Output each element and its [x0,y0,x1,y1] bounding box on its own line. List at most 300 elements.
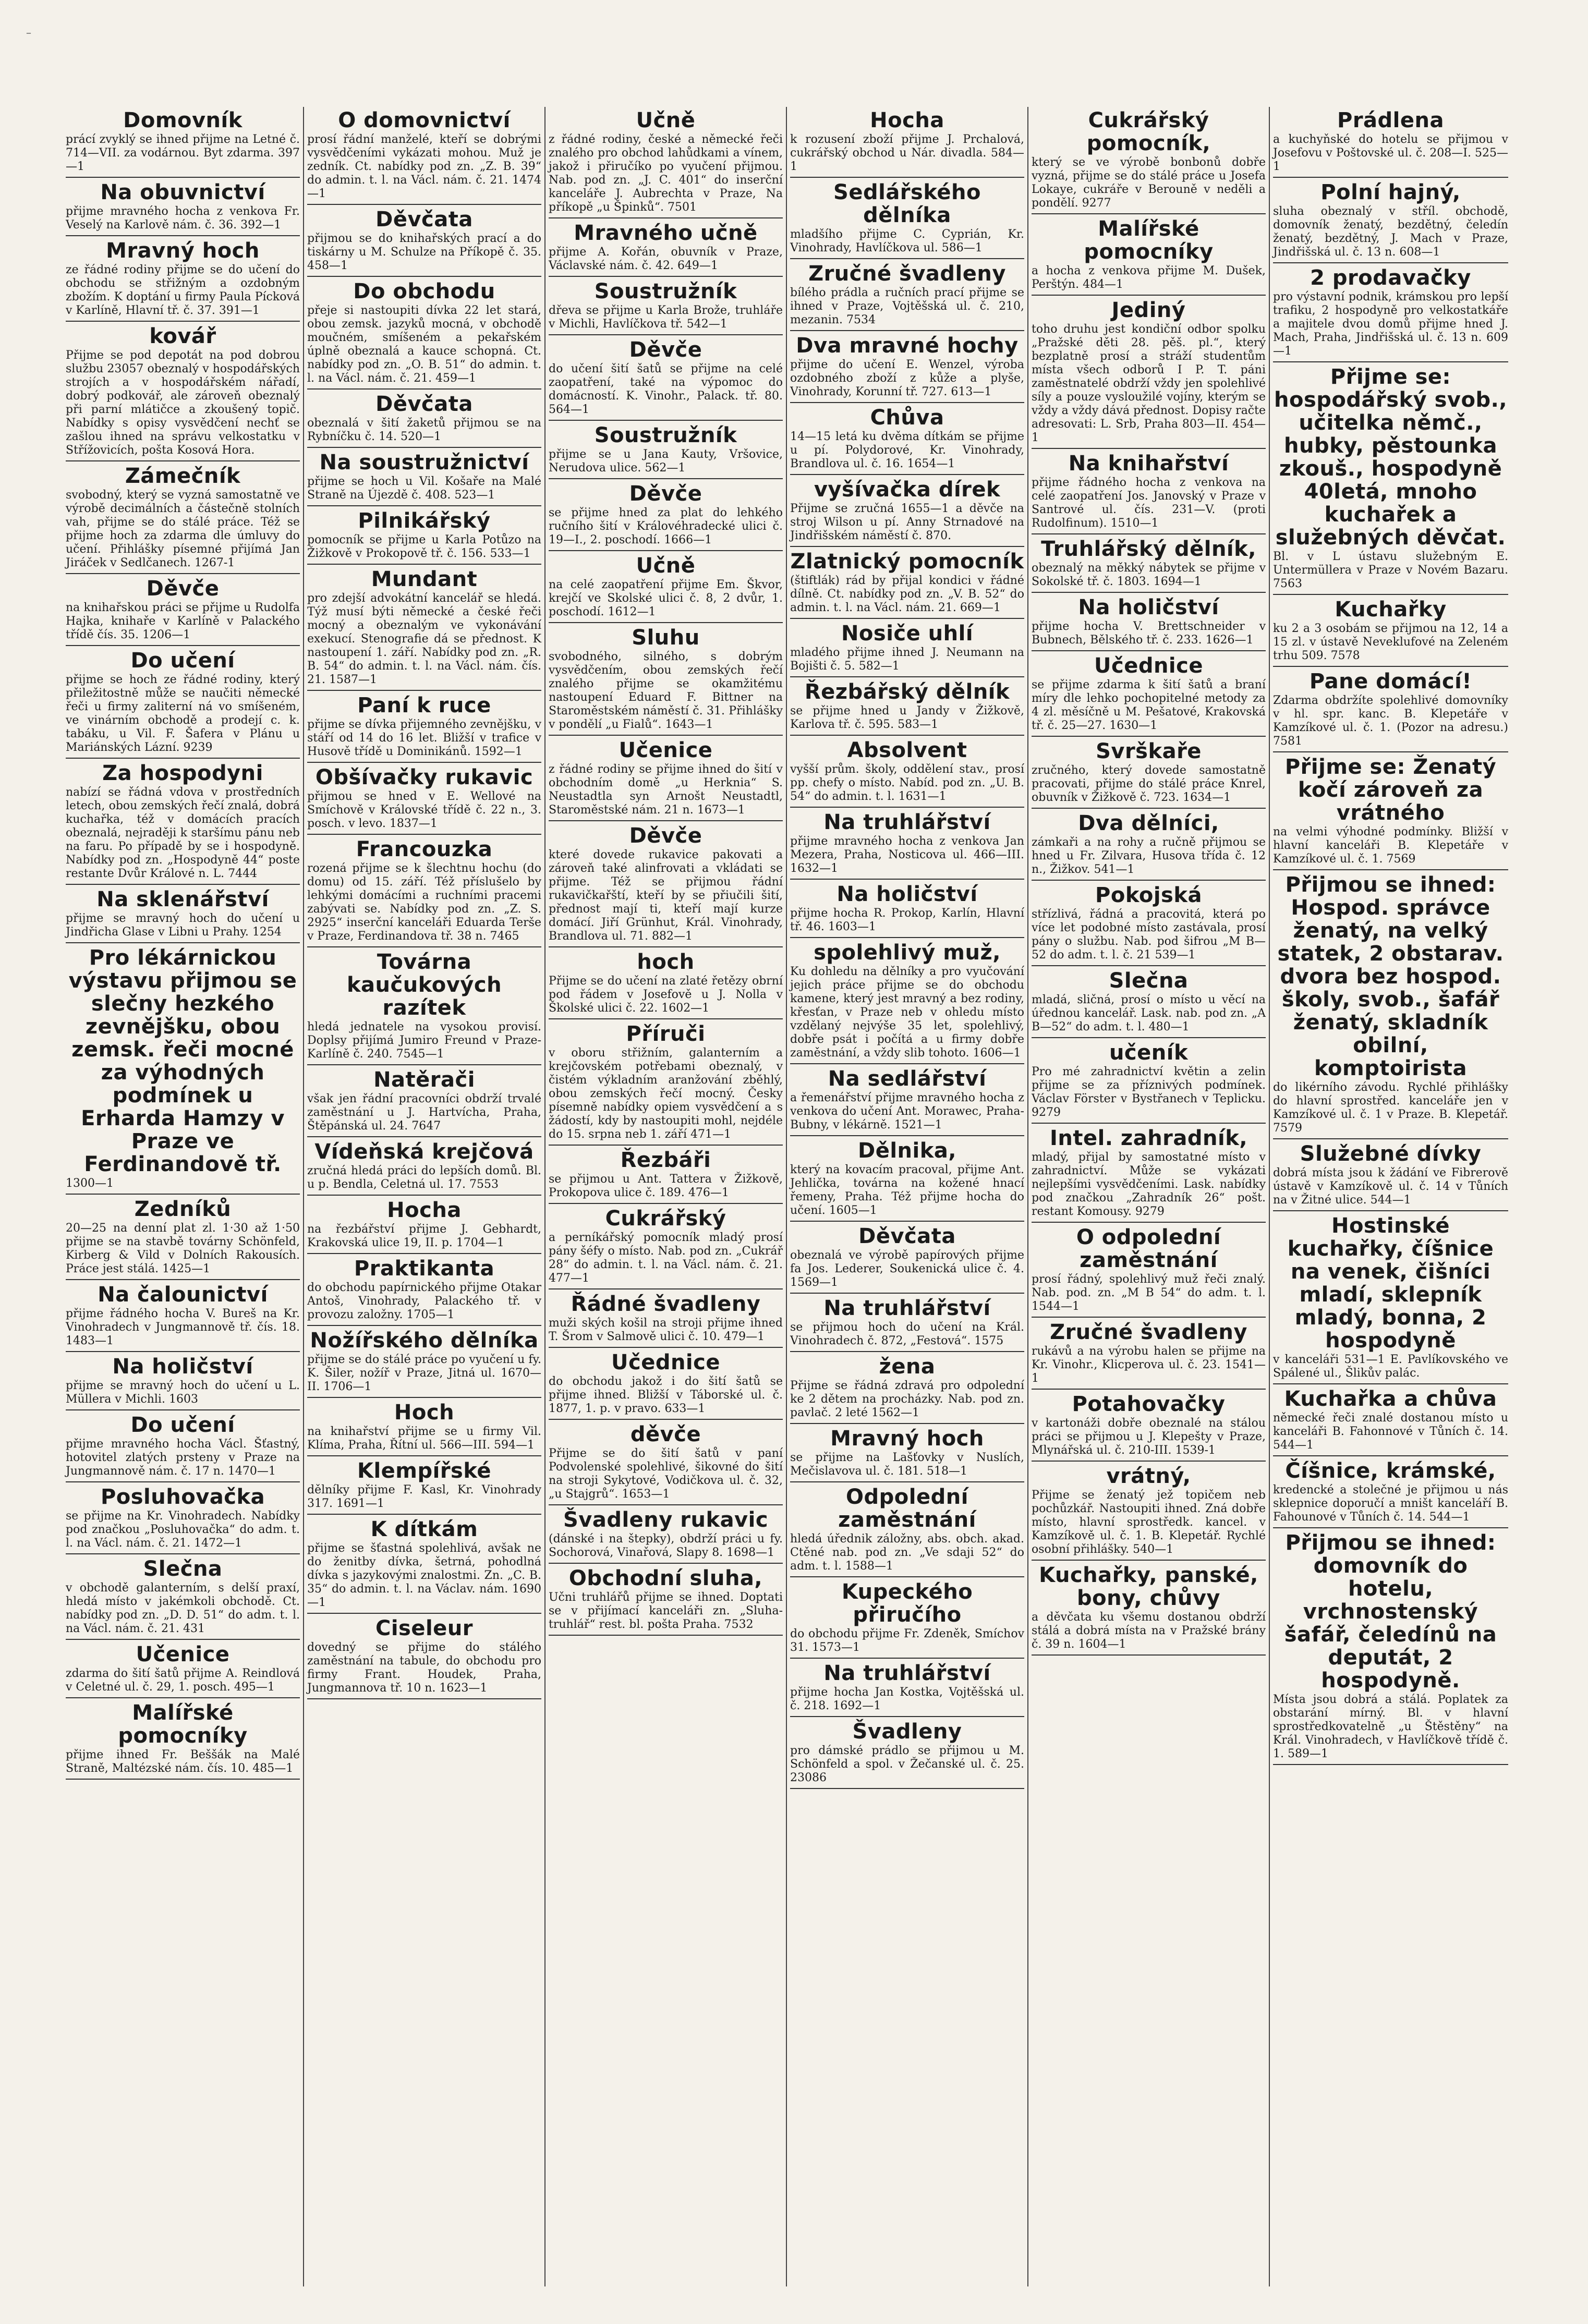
ad-divider [790,1351,1024,1352]
classified-ad [549,424,783,479]
ad-heading: O domovnictví [338,108,511,132]
ad-heading: Učně [636,554,696,578]
classified-ad [549,1293,783,1348]
classified-ad [1032,1465,1266,1561]
ad-body: přijme se hoch u Vil. Košaře na Malé Straně na Újezdě č. 408. 523—1 [307,475,541,502]
ad-body: přijme řádného hocha V. Bureš na Kr. Vinohradech v Jungmannově tř. čís. 18. 1483—1 [66,1307,300,1347]
ad-divider [1032,1317,1266,1318]
ad-divider [307,1253,541,1254]
ad-body: a řemenářství přijme mravného hocha z venkova do učení Ant. Morawec, Praha-Bubny, v lékárně. 1521—1 [790,1091,1024,1131]
ad-body: Učni truhlářů přijme se ihned. Doptati se v přijímací kanceláři zn. „Sluha-truhlář“ rest. bl. pošta Praha. 7532 [549,1591,783,1631]
ad-body: se přijme hned u Jandy v Žižkově, Karlova tř. č. 595. 583—1 [790,704,1024,731]
ad-heading: Do obchodu [353,279,495,303]
classified-ad [549,280,783,335]
ad-divider [790,546,1024,547]
ad-body: hledá jednatele na vysokou provisí. Doplsy přijímá Jumiro Freund v Praze-Karlíně č. 240. 7545—1 [307,1020,541,1061]
ad-divider [790,330,1024,331]
ad-body: přijme mravného hocha z venkova Fr. Veselý na Karlově nám. č. 36. 392—1 [66,205,300,232]
classified-ad [790,941,1024,1064]
classified-ad [549,1207,783,1289]
ad-heading: Slečna [143,1557,223,1581]
ad-body: svobodného, silného, s dobrým vysvědčením, obou zemských řečí znalého přijme se okamžitému nastoupení Eduard F. Bittner na Staroměstském náměstí č. 31. Přihlášky v pondělí „u Fialů“. 1643—1 [549,650,783,731]
ad-heading: Švadleny [852,1720,962,1744]
ad-heading: Pilnikářský [358,509,491,533]
ad-divider [1273,177,1508,178]
ad-heading: Dělnika, [857,1139,957,1163]
classified-ad [1273,109,1508,178]
ad-divider [549,1419,783,1420]
classified-ad [549,554,783,623]
ad-divider [790,474,1024,475]
ad-divider [790,1063,1024,1064]
ad-body: Zdarma obdržíte spolehlivé domovníky v hl. spr. kanc. B. Klepetáře v Kamzíkové ul. č. 1. (Pozor na adresu.) 7581 [1273,694,1508,748]
ad-heading: Pane domácí! [1309,670,1472,693]
classified-ad [66,1198,300,1280]
classified-ad [549,1023,783,1146]
ad-body: do obchodu přijme Fr. Zdeněk, Smíchov 31. 1573—1 [790,1627,1024,1654]
ad-body: ze řádné rodiny přijme se do učení do obchodu se střižným a ozdobným zbožím. K doptání u firmy Paula Pícková v Karlíně, Hlavní tř. č. 37. 391—1 [66,263,300,317]
ad-body: Přijme se do šití šatů v paní Podvolenské spolehlivé, šikovné do šití na stroji Sykytové, Vodičkova ul. č. 32, „u Stajgrů“. 1653—1 [549,1447,783,1501]
ad-body: Pro mé zahradnictví květin a zelin přijme se za příznivých podmínek. Václav Förster v Bystřanech v Teplicku. 9279 [1032,1065,1266,1119]
ad-body: 20—25 na denní plat zl. 1·30 až 1·50 přijme se na stavbě továrny Schönfeld, Kirberg & Vild v Dolních Rakousích. Práce jest stálá. 1425—1 [66,1222,300,1275]
classified-ad [790,1427,1024,1482]
ad-divider [790,258,1024,259]
ad-body: v oboru střižním, galanterním a krejčovském potřebami obeznalý, v čistém výkladním aranžování zběhlý, obou zemských řečí mocný. Česky písemně nabídky opiem vysvědčení a s žádostí, kdy by nastoupiti mohl, nejdéle do 15. srpna neb 1. září 471—1 [549,1047,783,1141]
ad-divider [1032,736,1266,737]
ad-heading: O odpolední zaměstnání [1076,1225,1221,1272]
ad-divider [307,564,541,565]
classified-ad [790,109,1024,178]
ad-body: přijme A. Kořán, obuvník v Praze, Václavské nám. č. 42. 649—1 [549,246,783,272]
ad-body: přijme hocha V. Brettschneider v Bubnech, Bělského tř. č. 233. 1626—1 [1032,620,1266,647]
classified-ad [1032,538,1266,593]
classified-ad [307,109,541,205]
ad-divider [549,478,783,479]
ad-columns [63,107,1512,2286]
ad-heading: Řádné švadleny [571,1292,761,1316]
classified-ad [1032,217,1266,296]
ad-body: (dánské i na štepky), obdrží práci u fy. Sochorová, Vinařová, Slapy 8. 1698—1 [549,1532,783,1559]
ad-heading: Jediný [1111,298,1186,322]
classified-ad [790,1580,1024,1659]
classified-ad [790,1486,1024,1577]
ad-body: z řádné rodiny se přijme ihned do šití v obchodním domě „u Herknia“ S. Neustadtla syn Arnošt Neustadtl, Staroměstské nám. 21 n. 1673—1 [549,763,783,817]
ad-body: ku 2 a 3 osobám se přijmou na 12, 14 a 15 zl. v ústavě Neveklufové na Zeleném trhu 509. 7578 [1273,622,1508,662]
ad-heading: Řezbáři [620,1148,711,1172]
ad-heading: Přijme se: hospodářský svob., učitelka němč., hubky, pěstounka zkouš., hospodyně 40letá, mnoho kuchařek a služebných děvčat. [1274,365,1508,550]
ad-heading: Hoch [394,1401,455,1425]
ad-divider [549,1018,783,1019]
ad-body: Přijme se zručná 1655—1 a děvče na stroj Wilson u pí. Anny Strnadové na Jindřišském náměstí č. 870. [790,502,1024,542]
ad-heading: vyšívačka dírek [814,478,1001,502]
ad-divider [549,420,783,421]
ad-body: zručného, který dovede samostatně pracovati, přijme do stálé práce Knrel, obuvník v Žižkově č. 723. 1634—1 [1032,764,1266,804]
ad-divider [1032,1560,1266,1561]
classified-ad [1032,1127,1266,1223]
ad-body: 1300—1 [66,1177,114,1190]
ad-divider [549,217,783,218]
classified-ad [307,1068,541,1137]
ad-body: pro zdejší advokátní kancelář se hledá. Týž musí býti německé a české řeči mocný a obeznalým ve vykonávání exekucí. Stenografie dá se přednost. K nastoupení 1. září. Nabídky pod zn. „R. B. 54“ do admin. t. l. na Václ. nám. čís. 21. 1587—1 [307,592,541,686]
ad-heading: Děvčata [375,208,473,232]
classified-ad [790,1067,1024,1136]
ad-divider [307,1455,541,1456]
ad-divider [1032,533,1266,534]
ad-body: prosí řádný, spolehlivý muž řeči znalý. Nab. pod. zn. „M B 54“ do adm. t. l. 1544—1 [1032,1273,1266,1313]
ad-body: v obchodě galanterním, s delší praxí, hledá místo v jakémkoli obchodě. Ct. nabídky pod zn. „D. D. 51“ do adm. t. l. na Václ. nám. č. 21. 431 [66,1581,300,1635]
ad-body: do obchodu jakož i do šití šatů se přijme ihned. Bližší v Táborské ul. č. 1877, 1. p. v pravo. 633—1 [549,1375,783,1415]
ad-divider [307,1195,541,1196]
classified-ad [549,222,783,277]
ad-divider [307,276,541,277]
ad-heading: Sedlářského dělníka [833,180,981,227]
ad-heading: Na obuvnictví [100,180,265,204]
ad-body: přijme se mravný hoch do učení u L. Müllera v Michli. 1603 [66,1379,300,1406]
ad-divider [1273,869,1508,870]
classified-ad [66,1701,300,1780]
ad-heading: Malířské pomocníky [118,1701,248,1748]
ad-divider [1032,295,1266,296]
ad-heading: K dítkám [370,1517,478,1541]
ad-body: přijmou se do knihařských prací a do tiskárny u M. Schulze na Příkopě č. 35. 458—1 [307,232,541,272]
ad-heading: Chůva [870,406,944,430]
ad-body: pro výstavní podnik, krámskou pro lepší trafiku, 2 hospodyně pro velkostatkáře a majitele dvou domů přijme hned J. Mach, Praha, Jindřišská ul. č. 13 n. 609—1 [1273,290,1508,358]
ad-divider [1273,361,1508,362]
column-5 [1028,107,1270,2286]
ad-heading: Kuchařka a chůva [1284,1387,1497,1411]
ad-divider [307,447,541,448]
ad-divider [549,946,783,947]
ad-body: bílého prádla a ručních prací přijme se ihned v Praze, Vojtěšská ul. č. 210, mezanin. 7534 [790,286,1024,326]
classified-ad [1032,969,1266,1038]
column-2 [304,107,546,2286]
ad-divider [549,820,783,821]
ad-heading: Zručné švadleny [808,262,1006,286]
ad-divider [1032,592,1266,593]
ad-divider [1032,1389,1266,1390]
ad-divider [790,1135,1024,1136]
classified-ad [307,766,541,835]
classified-ad [307,1401,541,1456]
classified-ad [1032,1564,1266,1656]
ad-heading: Pokojská [1095,883,1202,907]
classified-ad [790,334,1024,403]
ad-divider [307,1698,541,1699]
ad-divider [1032,650,1266,651]
ad-body: přijme se šťastná spolehlivá, avšak ne do ženitby dívka, šetrná, pohodlná dívka s jazykovými znalostmi. Zn. „C. B. 35“ do admin. t. l. na Václav. nám. 1690—1 [307,1542,541,1609]
ad-heading: Vídeňská krejčová [314,1140,534,1164]
classified-ad [307,1459,541,1515]
ad-divider [549,1563,783,1564]
ad-body: na celé zaopatření přijme Em. Škvor, krejčí ve Skolské ulici č. 8, 2 dvůr, 1. poschodí. 1612—1 [549,578,783,618]
classified-ad [1273,756,1508,870]
ad-divider [1032,1222,1266,1223]
ad-heading: Prádlena [1337,108,1444,132]
classified-ad [1273,873,1508,1139]
ad-divider [549,276,783,277]
ad-divider [549,1203,783,1204]
classified-ad [549,626,783,736]
ad-body: se přijme zdarma k šití šatů a braní míry dle lehko pochopitelné metody za 4 zl. měsíčně u M. Pešatové, Krakovská tř. č. 25—27. 1630—1 [1032,678,1266,732]
ad-divider [1032,880,1266,881]
ad-heading: Děvče [629,338,702,362]
ad-body: prosí řádní manželé, kteří se dobrými vysvědčeními vykázati mohou. Muž je zedník. Ct. nabídky pod zn. „Z. B. 39“ do admin. t. l. na Václ. nám. č. 21. 1474—1 [307,133,541,200]
classified-ad [307,1199,541,1254]
ad-body: prácí zvyklý se ihned přijme na Letné č. 714—VII. za vodárnou. Byt zdarma. 397—1 [66,133,300,173]
ad-heading: Posluhovačka [100,1485,265,1509]
ad-heading: Do učení [130,1413,235,1437]
classified-ad [307,951,541,1065]
ad-heading: děvče [630,1422,701,1446]
classified-ad [307,451,541,506]
ad-divider [66,1279,300,1280]
ad-heading: Na holičství [112,1355,253,1379]
classified-ad [66,1643,300,1698]
ad-heading: Soustružník [594,423,737,447]
ad-heading: Hocha [387,1198,462,1222]
ad-divider [307,1064,541,1065]
classified-ad [790,478,1024,547]
ad-body: mladšího přijme C. Cyprián, Kr. Vinohrady, Havlíčkova ul. 586—1 [790,228,1024,254]
ad-heading: Mravného učně [574,221,758,245]
ad-body: rozená přijme se k šlechtnu hochu (do domu) od 15. září. Též příslušelo by lehkými domácími a ruchními pracemi zabývati se. Nabídky pod zn. „Z. S. 2925“ inserční kanceláři Eduarda Terše v Praze, Ferdinandova tř. 38 n. 7465 [307,862,541,943]
ad-divider [790,879,1024,880]
classified-ad [307,280,541,390]
ad-body: obeznalá ve výrobě papírových přijme fa Jos. Lederer, Soukenická ulice č. 4. 1569—1 [790,1249,1024,1289]
classified-ad [790,883,1024,938]
ad-divider [66,1194,300,1195]
ad-divider [790,1658,1024,1659]
column-6 [1270,107,1511,2286]
ad-body: sluha obeznalý v stříl. obchodě, domovník ženatý, bezdětný, čeledín ženatý, bezdětný, J. Mach v Praze, Jindřišská ul. č. 13 n. 608—1 [1273,205,1508,259]
classified-ad [1273,1388,1508,1456]
ad-body: Přijme se řádná zdravá pro odpolední ke 2 dětem na procházky. Nab. pod zn. pavlač. 2 leté 1562—1 [790,1379,1024,1419]
corner-mark: – [26,26,31,39]
ad-divider [1273,1527,1508,1528]
ad-heading: Klempířské [357,1459,492,1483]
ad-heading: Za hospodyni [102,761,263,785]
ad-body: přijme do učení E. Wenzel, výroba ozdobného zboží z kůže a plyše, Vinohrady, Korunní tř. 727. 613—1 [790,358,1024,398]
classified-ad [1032,1393,1266,1462]
ad-divider [66,321,300,322]
ad-divider [1032,1037,1266,1038]
ad-heading: učeník [1109,1041,1189,1065]
classified-ad [1273,366,1508,595]
ad-body: obeznalá v šití žaketů přijmou se na Rybníčku č. 14. 520—1 [307,417,541,443]
ad-divider [790,735,1024,736]
ad-divider [790,1293,1024,1294]
classified-ad [1273,1214,1508,1384]
ad-divider [549,1288,783,1289]
ad-heading: žena [879,1355,936,1379]
ad-body: pomocník se přijme u Karla Potůzo na Žižkově v Prokopově tř. č. 156. 533—1 [307,533,541,560]
classified-ad [790,262,1024,331]
column-3 [546,107,787,2286]
ad-heading: Na truhlářství [823,1661,991,1685]
classified-ad [307,1329,541,1398]
ad-body: k rozusení zboží přijme J. Prchalová, cukrářský obchod u Nár. divadla. 584—1 [790,133,1024,173]
classified-ad [1032,654,1266,737]
ad-body: dřeva se přijme u Karla Brože, truhláře v Michli, Havlíčkova tř. 542—1 [549,304,783,331]
ad-body: zručná hledá práci do lepších domů. Bl. u p. Bendla, Celetná ul. 17. 7553 [307,1164,541,1191]
ad-divider [307,1514,541,1515]
ad-body: který se ve výrobě bonbonů dobře vyzná, přijme se do stálé práce u Josefa Lokaye, cukráře v Berouně v neděli a pondělí. 9277 [1032,156,1266,210]
ad-divider [66,1697,300,1698]
ad-divider [307,946,541,947]
ad-divider [549,1504,783,1505]
ad-body: Přijme se pod depotát na pod dobrou službu 23057 obeznalý v hospodářských strojích a v hospodářském nářadí, dobrý podkovář, ale zároveň obeznalý při parní mlátičce a zkoušený topič. Nabídky s opisy vysvědčení nechť se zašlou ihned na správu velkostatku v Střížovicích, pošta Kosová Hora. [66,349,300,457]
ad-body: pro dámské prádlo se přijmou u M. Schönfeld a spol. v Žečanské ul. č. 25. 23086 [790,1744,1024,1784]
ad-heading: Na truhlářství [823,810,991,834]
ad-body: do obchodu papírnického přijme Otakar Antoš, Vinohrady, Palackého tř. v provozu založny. 1705—1 [307,1281,541,1321]
classified-ad [790,1139,1024,1222]
classified-ad [66,325,300,461]
classified-ad [549,1567,783,1636]
ad-heading: Zedníků [134,1197,232,1221]
ad-heading: Učenice [619,738,713,762]
ad-divider [790,177,1024,178]
ad-heading: Děvče [629,824,702,848]
ad-body: se přijmou u Ant. Tattera v Žižkově, Prokopova ulice č. 189. 476—1 [549,1173,783,1199]
ad-heading: Na čalounictví [98,1283,268,1307]
classified-ad [307,568,541,691]
ad-heading: Odpolední zaměstnání [838,1485,976,1532]
ad-body: rukávů a na výrobu halen se přijme na Kr. Vinohr., Klicperova ul. č. 23. 1541—1 [1032,1345,1266,1385]
ad-divider [66,942,300,943]
ad-body: přijme se hoch ze řádné rodiny, který přiležitostně může se naučiti německé řeči u firmy zaliterní ná vo smíšeném, ve vinárním obchodě a prodejí c. k. tabáku, u Vil. F. Šafera v Plánu u Mariánských Lázní. 9239 [66,673,300,754]
classified-ad [790,406,1024,475]
ad-heading: Přijme se: Ženatý kočí zároveň za vrátného [1284,755,1497,825]
classified-ad [1032,1321,1266,1390]
classified-ad [1032,884,1266,966]
classified-ad [1032,109,1266,214]
ad-divider [66,1553,300,1554]
classified-ad [790,550,1024,619]
classified-ad [549,1351,783,1420]
ad-body: muži ských košil na stroji přijme ihned T. Šrom v Salmově ulici č. 10. 479—1 [549,1317,783,1343]
classified-ad [1032,740,1266,809]
ad-divider [1032,1461,1266,1462]
classified-ad [549,338,783,421]
ad-divider [66,235,300,236]
ad-heading: Děvčata [858,1224,956,1248]
ad-divider [1273,262,1508,263]
ad-divider [790,1481,1024,1482]
ad-body: Přijme se do učení na zlaté řetězy obrní pod řádem v Josefově u J. Nolla v Školské ulici č. 22. 1602—1 [549,975,783,1015]
ad-body: mladého přijme ihned J. Neumann na Bojišti č. 5. 582—1 [790,646,1024,673]
ad-heading: Absolvent [847,738,967,762]
ad-divider [1032,965,1266,966]
ad-divider [307,1136,541,1137]
ad-divider [549,550,783,551]
classified-ad [307,1140,541,1196]
ad-heading: Děvče [146,577,220,601]
ad-body: přijme mravného hocha Václ. Šťastný, hotovitel zlatých prsteny v Praze na Jungmannově nám. č. 17 n. 1470—1 [66,1438,300,1478]
ad-divider [1273,1764,1508,1765]
ad-divider [790,1423,1024,1424]
ad-body: se přijmou hoch do učení na Král. Vinohradech č. 872, „Festová“. 1575 [790,1321,1024,1347]
ad-heading: Zlatnický pomocník [790,550,1024,574]
classified-ad [66,888,300,943]
ad-heading: spolehlivý muž, [814,941,1001,965]
ad-body: 14—15 letá ku dvěma dítkám se přijme u pí. Polydorové, Kr. Vinohrady, Brandlova ul. č. 16. 1654—1 [790,430,1024,470]
ad-heading: Na soustružnictví [319,451,529,474]
ad-divider [66,460,300,461]
classified-ad [790,739,1024,808]
ad-divider [66,1409,300,1410]
ad-body: zámkaři a na rohy a ručně přijmou se hned u Fr. Zilvara, Husova třída č. 12 n., Žižkov. 541—1 [1032,836,1266,876]
classified-ad [549,482,783,551]
classified-ad [66,1558,300,1640]
ad-heading: Mravný hoch [830,1427,984,1451]
classified-ad [1032,452,1266,534]
ad-body: Místa jsou dobrá a stálá. Poplatek za obstarání mírný. Bl. v hlavní sprostředkovatelně „u Štěstěny“ na Král. Vinohradech, v Havlíčkově třídě č. 1. 589—1 [1273,1693,1508,1760]
classified-ad [1273,1459,1508,1528]
classified-ad [66,762,300,885]
ad-body: a děvčata ku všemu dostanou obdrží stálá a dobrá místa na v Pražské brány č. 39 n. 1604—1 [1032,1611,1266,1651]
ad-body: na velmi výhodné podmínky. Bližší v hlavní kanceláři B. Klepetáře v Kamzíkové ul. č. 1. 7569 [1273,825,1508,866]
ad-heading: Služebné dívky [1300,1142,1482,1166]
classified-ad [66,181,300,236]
ad-body: přijme ihned Fr. Beššák na Malé Straně, Maltézské nám. čís. 10. 485—1 [66,1748,300,1775]
classified-ad [66,1414,300,1482]
ad-body: zdarma do šití šatů přijme A. Reindlová v Celetné ul. č. 29, 1. posch. 495—1 [66,1667,300,1694]
ad-heading: Učně [636,108,696,132]
ad-divider [790,1788,1024,1789]
ad-divider [790,1716,1024,1717]
ad-body: přijme se dívka přijemného zevnějšku, v stáří od 14 do 16 let. Bližší v trafice v Husově třídě u Dominikánů. 1592—1 [307,718,541,758]
ad-heading: Potahovačky [1072,1392,1226,1416]
ad-body: hledá úřednik záložny, abs. obch. akad. Ctěné nab. pod zn. „Ve sdaji 52“ do adm. t. l. 1588—1 [790,1532,1024,1573]
classified-ad [790,622,1024,677]
ad-body: svobodný, který se vyzná samostatně ve výrobě decimálních a částečně stolních vah, přijme se do stálé práce. Též se přijme hoch za zdarma dle úmluvy do učení. Přihlášky písemné přijímá Jan Jiráček v Sedlčanech. 1267-1 [66,489,300,569]
classified-ad [1032,299,1266,449]
ad-heading: Na holičství [837,882,978,906]
ad-heading: Švadleny rukavic [563,1508,769,1532]
ad-body: který na kovacím pracoval, přijme Ant. Jehlička, továrna na kožené hnací řemeny, Praha. Též přijme hocha do učení. 1605—1 [790,1163,1024,1217]
ad-heading: Ciseleur [375,1616,474,1640]
classified-ad [1273,266,1508,362]
ad-divider [790,1221,1024,1222]
ad-body: v kartonáži dobře obeznalé na stálou práci se přijmou u J. Klepešty v Praze, Mlynářská ul. č. 210-III. 1539-1 [1032,1417,1266,1457]
column-1 [63,107,304,2286]
ad-body: přijme se u Jana Kauty, Vršovice, Nerudova ulice. 562—1 [549,448,783,474]
ad-body: mladá, sličná, prosí o místo u věcí na úřednou kancelář. Lask. nab. pod zn. „A B—52“ do adm. t. l. 480—1 [1032,993,1266,1033]
ad-heading: Na truhlářství [823,1296,991,1320]
ad-divider [790,1576,1024,1577]
classified-ad [307,393,541,448]
ad-body: z řádné rodiny, české a německé řeči znalého pro obchod lahůdkami a vínem, jakož i přiručíko po vyučení přijmou. Nab. pod zn. „J. C. 401“ do inserční kanceláře J. Aubrechta v Praze, Na příkopě „u Špinků“. 7501 [549,133,783,214]
ad-body: do učení šití šatů se přijme na celé zaopatření, také na výpomoc do domácností. K. Vinohr., Palack. tř. 80. 564—1 [549,362,783,416]
ad-divider [790,676,1024,677]
classified-ad [549,824,783,947]
ad-heading: Zručné švadleny [1050,1320,1247,1344]
ad-heading: Slečna [1109,969,1189,993]
classified-ad [1273,598,1508,667]
classified-ad [307,1617,541,1699]
ad-divider [790,937,1024,938]
ad-divider [549,1635,783,1636]
ad-heading: Zámečník [125,464,241,488]
ad-body: přijme hocha Jan Kostka, Vojtěšská ul. č. 218. 1692—1 [790,1686,1024,1712]
ad-body: nabízí se řádná vdova v prostředních letech, obou zemských řečí znalá, dobrá kuchařka, též v domácích pracích obeznalá, nejraději k staršímu pánu neb na faru. Po případě by se i hospodyně. Nabídky pod zn. „Hospodyně 44“ poste restante Dvůr Králové n. L. 7444 [66,786,300,880]
ad-body: dovedný se přijme do stálého zaměstnání na tabule, do obchodu pro firmy Frant. Houdek, Praha, Jungmannova tř. 10 n. 1623—1 [307,1641,541,1695]
ad-heading: Kuchařky [1335,598,1447,622]
ad-divider [1273,594,1508,595]
ad-body: a perníkářský pomocník mladý prosí pány šéfy o místo. Nab. pod zn. „Cukrář 28“ do admin. t. l. na Václ. nám. č. 21. 477—1 [549,1231,783,1285]
ad-divider [307,834,541,835]
ad-divider [307,1397,541,1398]
